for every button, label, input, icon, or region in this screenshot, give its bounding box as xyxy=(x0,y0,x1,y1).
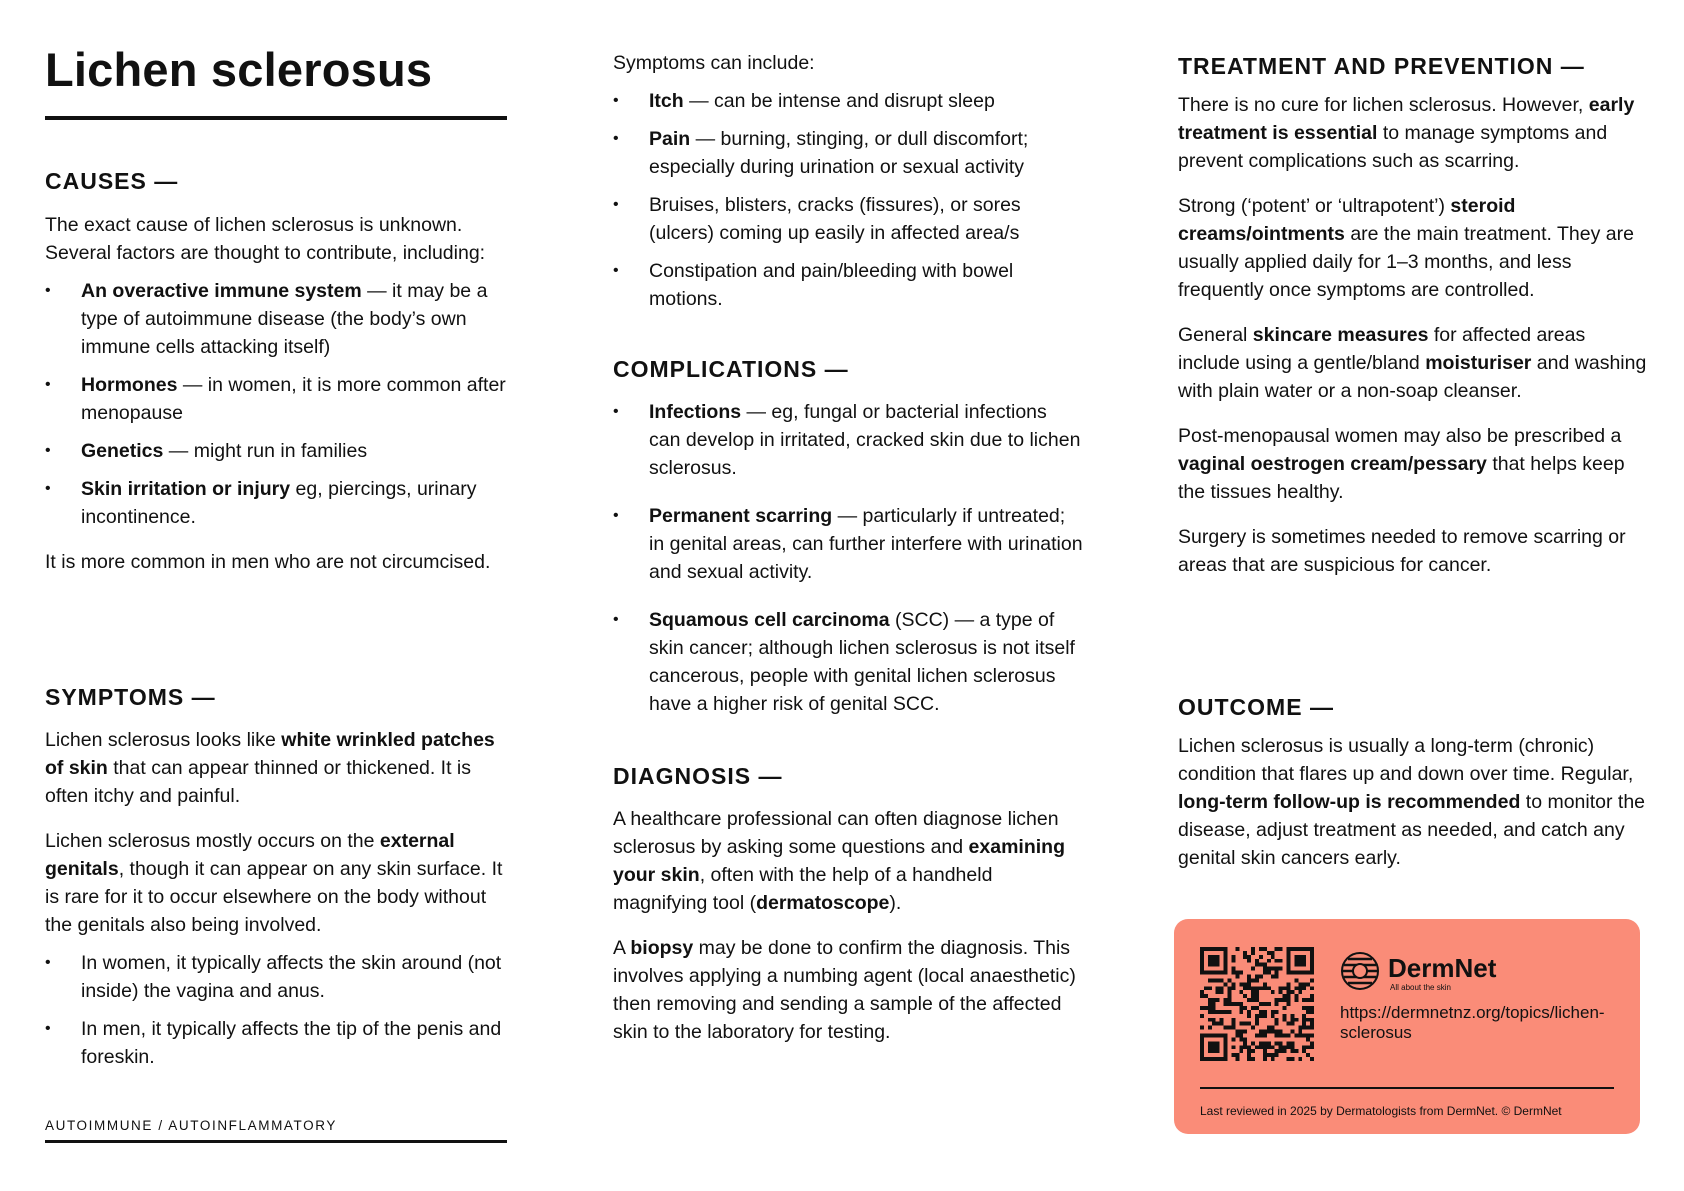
causes-section xyxy=(45,211,515,576)
dermnet-card xyxy=(1174,919,1640,1134)
list-item: • Skin irritation or injury eg, piercings, urinary incontinence. xyxy=(45,475,515,531)
topic-url-link[interactable]: https://dermnetnz.org/topics/lichen-sclerosus xyxy=(1340,1003,1605,1042)
symptoms-heading: SYMPTOMS — xyxy=(45,684,216,710)
category-tag: AUTOIMMUNE / AUTOINFLAMMATORY xyxy=(45,1118,337,1133)
diagnosis-paragraph: A healthcare professional can often diagnose lichen sclerosus by asking some questions and examining your skin, often with the help of a handheld magnifying tool (dermatoscope). xyxy=(613,808,1065,914)
treatment-paragraph: Post-menopausal women may also be prescribed a vaginal oestrogen cream/pessary that helps keep the tissues healthy. xyxy=(1178,425,1625,503)
qr-code-icon[interactable] xyxy=(1200,947,1314,1061)
treatment-section xyxy=(1178,91,1648,579)
complications-section xyxy=(613,398,1083,718)
outcome-paragraph: Lichen sclerosus is usually a long-term (chronic) condition that flares up and down over time. Regular, long-term follow-up is recommended to monitor the disease, adjust treatment as needed, and catch any genital skin cancers early. xyxy=(1178,735,1646,869)
list-item: • Bruises, blisters, cracks (fissures), or sores (ulcers) coming up easily in affected area/s xyxy=(613,191,1083,247)
causes-outro: It is more common in men who are not circumcised. xyxy=(45,551,491,573)
treatment-paragraph: General skincare measures for affected areas include using a gentle/bland moisturiser and washing with plain water or a non-soap cleanser. xyxy=(1178,324,1647,402)
causes-heading: CAUSES — xyxy=(45,168,179,194)
diagnosis-section xyxy=(613,805,1083,1046)
title-divider xyxy=(45,116,507,120)
footer-divider xyxy=(45,1140,507,1143)
outcome-section xyxy=(1178,732,1648,872)
treatment-heading: TREATMENT AND PREVENTION — xyxy=(1178,53,1585,79)
brand-name: DermNet xyxy=(1388,953,1497,983)
list-item: • Infections — eg, fungal or bacterial infections can develop in irritated, cracked skin due to lichen sclerosus. xyxy=(613,398,1083,482)
list-item: • In women, it typically affects the skin around (not inside) the vagina and anus. xyxy=(45,949,515,1005)
complications-heading: COMPLICATIONS — xyxy=(613,356,849,382)
dermnet-logo-icon xyxy=(1340,951,1380,991)
symptoms-intro: Symptoms can include: xyxy=(613,52,815,74)
treatment-paragraph: Strong (‘potent’ or ‘ultrapotent’) steroid creams/ointments are the main treatment. They are usually applied daily for 1–3 months, and less frequently once symptoms are controlled. xyxy=(1178,195,1634,301)
review-note: Last reviewed in 2025 by Dermatologists from DermNet. © DermNet xyxy=(1200,1104,1562,1118)
diagnosis-heading: DIAGNOSIS — xyxy=(613,763,783,789)
list-item: • Pain — burning, stinging, or dull discomfort; especially during urination or sexual activity xyxy=(613,125,1083,181)
list-item: • Constipation and pain/bleeding with bowel motions. xyxy=(613,257,1083,313)
diagnosis-paragraph: A biopsy may be done to confirm the diagnosis. This involves applying a numbing agent (local anaesthetic) then removing and sending a sample of the affected skin to the laboratory for testing. xyxy=(613,937,1076,1043)
card-divider xyxy=(1200,1087,1614,1089)
symptoms-section xyxy=(45,726,515,1071)
list-item: • Itch — can be intense and disrupt sleep xyxy=(613,87,1083,115)
symptoms-continued xyxy=(613,49,1083,313)
page-title: Lichen sclerosus xyxy=(45,43,433,96)
outcome-heading: OUTCOME — xyxy=(1178,694,1334,720)
treatment-paragraph: There is no cure for lichen sclerosus. However, early treatment is essential to manage symptoms and prevent complications such as scarring. xyxy=(1178,94,1635,172)
symptoms-paragraph: Lichen sclerosus looks like white wrinkled patches of skin that can appear thinned or thickened. It is often itchy and painful. xyxy=(45,729,495,807)
list-item: • In men, it typically affects the tip of the penis and foreskin. xyxy=(45,1015,515,1071)
symptoms-location-list xyxy=(45,949,515,1071)
brand-tagline: All about the skin xyxy=(1390,983,1451,992)
complications-list xyxy=(613,398,1083,718)
list-item: • Hormones — in women, it is more common after menopause xyxy=(45,371,515,427)
causes-list xyxy=(45,277,515,531)
list-item: • Squamous cell carcinoma (SCC) — a type of skin cancer; although lichen sclerosus is not itself cancerous, people with genital lichen sclerosus have a higher risk of genital SCC. xyxy=(613,606,1083,718)
symptoms-paragraph: Lichen sclerosus mostly occurs on the external genitals, though it can appear on any skin surface. It is rare for it to occur elsewhere on the body without the genitals also being involved. xyxy=(45,830,503,936)
symptoms-list xyxy=(613,87,1083,313)
list-item: • Genetics — might run in families xyxy=(45,437,515,465)
list-item: • An overactive immune system — it may be a type of autoimmune disease (the body’s own immune cells attacking itself) xyxy=(45,277,515,361)
list-item: • Permanent scarring — particularly if untreated; in genital areas, can further interfere with urination and sexual activity. xyxy=(613,502,1083,586)
causes-intro: The exact cause of lichen sclerosus is unknown. Several factors are thought to contribute, including: xyxy=(45,214,486,264)
treatment-paragraph: Surgery is sometimes needed to remove scarring or areas that are suspicious for cancer. xyxy=(1178,526,1626,576)
